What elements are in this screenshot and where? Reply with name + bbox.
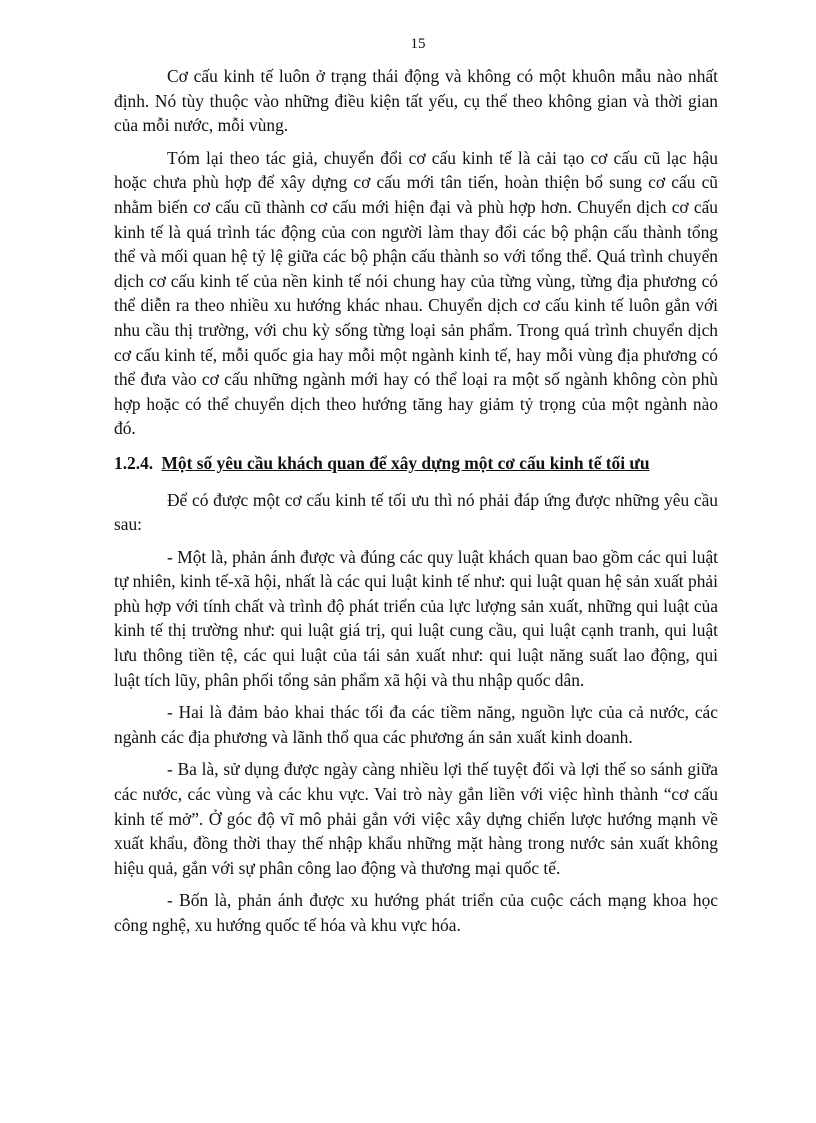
paragraph-requirement-one: - Một là, phản ánh được và đúng các quy luật khách quan bao gồm các qui luật tự nhiên, kinh tế-xã hội, nhất là các qui luật kinh tế như: qui luật quan hệ sản xuất phải phù hợp với tính chất và trình độ phát triển của lực lượng sản xuất, những qui luật của kinh tế thị trường như: qui luật giá trị, qui luật cung cầu, qui luật cạnh tranh, qui luật lưu thông tiền tệ, các qui luật của tái sản xuất như: qui luật năng suất lao động, qui luật tích lũy, phân phối tổng sản phẩm xã hội và thu nhập quốc dân. <box>114 546 718 690</box>
page-number: 15 <box>410 36 426 52</box>
section-heading <box>114 451 718 476</box>
paragraph-requirement-three: - Ba là, sử dụng được ngày càng nhiều lợi thế tuyệt đối và lợi thế so sánh giữa các nước, các vùng và các khu vực. Vai trò này gắn liền với việc hình thành “cơ cấu kinh tế mở”. Ở góc độ vĩ mô phải gắn với việc xây dựng chiến lược hướng mạnh về xuất khẩu, đồng thời thay thế nhập khẩu những mặt hàng trong nước sản xuất không hiệu quả, gắn với sự phân công lao động và thương mại quốc tế. <box>114 759 718 878</box>
paragraph-requirement-four: - Bốn là, phản ánh được xu hướng phát triển của cuộc cách mạng khoa học công nghệ, xu hướng quốc tế hóa và khu vực hóa. <box>114 890 718 935</box>
section-number: 1.2.4. <box>114 452 154 473</box>
section-title: Một số yêu cầu khách quan để xây dựng một cơ cấu kinh tế tối ưu <box>161 452 650 473</box>
page-content <box>114 64 718 946</box>
paragraph-intro-requirements: Để có được một cơ cấu kinh tế tối ưu thì nó phải đáp ứng được những yêu cầu sau: <box>114 489 718 535</box>
paragraph-dynamic-structure: Cơ cấu kinh tế luôn ở trạng thái động và không có một khuôn mẫu nào nhất định. Nó tùy thuộc vào những điều kiện tất yếu, cụ thể theo không gian và thời gian của mỗi nước, mỗi vùng. <box>114 66 718 136</box>
paragraph-requirement-two: - Hai là đảm bảo khai thác tối đa các tiềm năng, nguồn lực của cả nước, các ngành các địa phương và lãnh thổ qua các phương án sản xuất kinh doanh. <box>114 702 718 747</box>
paragraph-summary: Tóm lại theo tác giả, chuyển đổi cơ cấu kinh tế là cải tạo cơ cấu cũ lạc hậu hoặc chưa phù hợp để xây dựng cơ cấu mới tân tiến, hoàn thiện bổ sung cơ cấu cũ nhằm biến cơ cấu cũ thành cơ cấu mới hiện đại và phù hợp hơn. Chuyển dịch cơ cấu kinh tế là quá trình tác động của con người làm thay đổi các bộ phận cấu thành tổng thể và mối quan hệ tỷ lệ giữa các bộ phận cấu thành so với tổng thể. Quá trình chuyển dịch cơ cấu kinh tế của nền kinh tế nói chung hay của từng vùng, từng địa phương có thể diễn ra theo nhiều xu hướng khác nhau. Chuyển dịch cơ cấu kinh tế luôn gắn với nhu cầu thị trường, với chu kỳ sống từng loại sản phẩm. Trong quá trình chuyển dịch cơ cấu kinh tế, mỗi quốc gia hay mỗi một ngành kinh tế, hay mỗi vùng địa phương có thể đưa vào cơ cấu những ngành mới hay có thể loại ra một số ngành không còn phù hợp hoặc có thể chuyển dịch theo hướng tăng hay giảm tỷ trọng của một ngành nào đó. <box>114 147 718 439</box>
